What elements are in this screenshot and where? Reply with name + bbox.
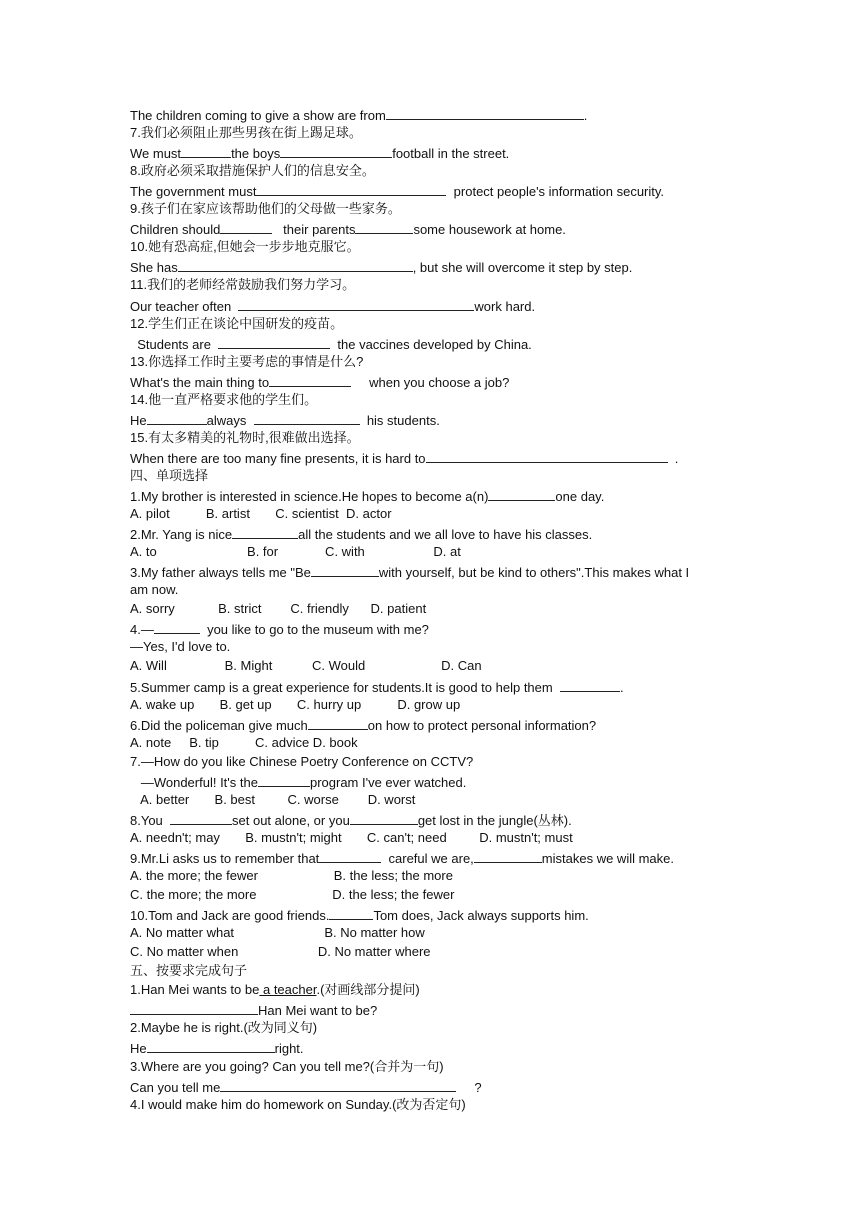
line-text: 2.Mr. Yang is nice [130,527,233,543]
line-text: 1.Han Mei wants to be [130,982,260,998]
line-text: ? [456,1079,482,1095]
line-text: 14.他一直严格要求他的学生们。 [130,391,318,407]
worksheet-line [130,1001,377,1019]
worksheet-line [130,925,425,941]
answer-blank[interactable] [269,373,351,387]
worksheet-line [130,887,454,903]
line-text: 12.学生们正在谈论中国研发的疫苗。 [130,315,344,331]
line-text: 五、按要求完成句子 [130,963,248,979]
line-text: A. No matter what B. No matter how [130,925,425,941]
answer-blank[interactable] [147,411,207,425]
worksheet-line [130,258,632,276]
worksheet-line [130,239,360,255]
line-text: C. the more; the more D. the less; the fewer [130,887,455,903]
answer-blank[interactable] [220,220,272,234]
answer-blank[interactable] [178,258,413,272]
worksheet-line [130,335,532,353]
worksheet-line [130,144,509,162]
answer-blank[interactable] [232,525,298,539]
line-text: 7.—How do you like Chinese Poetry Conference on CCTV? [130,753,474,769]
worksheet-line [130,678,624,696]
line-text: set out alone, or you [232,812,350,828]
line-text: one day. [555,489,605,504]
line-text: Tom does, Jack always supports him. [373,908,589,924]
worksheet-line [130,982,420,998]
line-text: 1.My brother is interested in science.He hopes to become a(n) [130,489,489,504]
line-text: some housework at home. [413,222,566,238]
line-text: the vaccines developed by China. [330,336,532,352]
worksheet-line [130,277,355,293]
line-text: when you choose a job? [351,374,510,390]
worksheet-line [130,106,587,124]
line-text: The children coming to give a show are from [130,108,386,123]
line-text: all the students and we all love to have his classes. [298,527,593,543]
answer-blank[interactable] [308,716,368,730]
worksheet-line [130,963,247,979]
answer-blank[interactable] [170,811,232,825]
worksheet-line [130,735,358,751]
line-text: Students are [130,336,219,352]
line-text: 4.— [130,622,154,638]
line-text: 9.孩子们在家应该帮助他们的父母做一些家务。 [130,201,401,217]
line-text: —Yes, I'd love to. [130,639,231,655]
worksheet-line [130,716,596,734]
answer-blank[interactable] [386,106,584,120]
worksheet-line [130,1039,304,1057]
worksheet-line [130,449,678,467]
worksheet-line [130,620,429,638]
worksheet-line [130,373,509,391]
line-text: Can you tell me [130,1079,221,1095]
line-text: A. Will B. Might C. Would D. Can [130,658,482,674]
line-text: He [130,412,147,428]
answer-blank[interactable] [311,563,379,577]
line-text: program I've ever watched. [309,774,467,790]
worksheet-line [130,582,178,598]
line-text: 15.有太多精美的礼物时,很难做出选择。 [130,429,360,445]
worksheet-line [130,830,573,846]
line-text: A. to B. for C. with D. at [130,544,461,560]
answer-blank[interactable] [488,487,555,501]
underlined-text: a teacher [259,982,317,998]
line-text: . [583,108,588,123]
worksheet-line [130,1020,317,1036]
worksheet-line [130,773,466,791]
line-text: . [619,679,624,695]
line-text: careful we are, [381,850,474,866]
answer-blank[interactable] [350,811,418,825]
line-text: 7.我们必须阻止那些男孩在街上踢足球。 [130,125,362,141]
line-text: work hard. [474,298,536,314]
worksheet-line [130,411,440,429]
line-text: Our teacher often [130,298,239,314]
line-text: The government must [130,184,257,200]
worksheet-line [130,811,572,829]
line-text: 2.Maybe he is right.(改为同义句) [130,1020,318,1036]
answer-blank[interactable] [474,849,542,863]
worksheet-line [130,125,362,141]
answer-blank[interactable] [220,1078,456,1092]
worksheet-line [130,601,426,617]
line-text: —Wonderful! It's the [130,774,258,790]
line-text: football in the street. [392,146,510,162]
line-text: get lost in the jungle(丛林). [417,812,572,828]
worksheet-line [130,430,360,446]
worksheet-line [130,316,343,332]
line-text: , but she will overcome it step by step. [412,260,633,276]
line-text: A. the more; the fewer B. the less; the more [130,868,453,883]
worksheet-line [130,297,535,315]
line-text: . [667,450,679,466]
worksheet-line [130,944,431,960]
answer-blank[interactable] [319,849,381,863]
worksheet-line [130,506,392,522]
line-text: his students. [359,412,440,428]
answer-blank[interactable] [238,297,474,311]
answer-blank[interactable] [256,182,446,196]
line-text: the boys [231,146,281,162]
worksheet-line [130,487,604,505]
answer-blank[interactable] [130,1001,258,1015]
worksheet-line [130,544,461,560]
answer-blank[interactable] [426,449,668,463]
line-text: A. pilot B. artist C. scientist D. actor [130,506,392,522]
worksheet-line [130,639,230,655]
worksheet-line [130,220,566,238]
line-text: 3.Where are you going? Can you tell me?(合并为一句) [130,1058,444,1074]
worksheet-line [130,468,208,484]
line-text: We must [130,146,182,162]
answer-blank[interactable] [147,1039,275,1053]
line-text: What's the main thing to [130,374,270,390]
line-text: with yourself, but be kind to others".This makes what I [378,565,690,581]
line-text: 4.I would make him do homework on Sunday.(改为否定句) [130,1096,466,1112]
line-text: 3.My father always tells me "Be [130,565,311,581]
worksheet-line [130,792,415,808]
line-text: 8.政府必须采取措施保护人们的信息安全。 [130,163,375,179]
line-text: mistakes we will make. [541,850,674,866]
answer-blank[interactable] [258,773,310,787]
line-text: 11.我们的老师经常鼓励我们努力学习。 [130,277,356,293]
worksheet-line [130,906,589,924]
answer-blank[interactable] [154,620,200,634]
line-text: 10.她有恐高症,但她会一步步地克服它。 [130,239,360,255]
line-text: 6.Did the policeman give much [130,717,308,733]
line-text: always [206,412,254,428]
worksheet-line [130,754,473,770]
worksheet-line [130,163,375,179]
worksheet-line [130,201,401,217]
line-text: right. [274,1041,304,1057]
line-text: C. No matter when D. No matter where [130,944,431,960]
line-text: A. wake up B. get up C. hurry up D. grow up [130,696,461,712]
worksheet-line [130,697,460,713]
line-text: am now. [130,582,179,598]
line-text: He [130,1041,147,1057]
answer-blank[interactable] [355,220,413,234]
worksheet-line [130,868,453,884]
worksheet-line [130,849,674,867]
line-text: 13.你选择工作时主要考虑的事情是什么? [130,353,364,369]
line-text: Han Mei want to be? [258,1003,378,1019]
answer-blank[interactable] [181,144,231,158]
line-text: 5.Summer camp is a great experience for students.It is good to help them [130,679,560,695]
line-text: on how to protect personal information? [367,717,597,733]
answer-blank[interactable] [280,144,392,158]
worksheet-line [130,1097,466,1113]
line-text: 9.Mr.Li asks us to remember that [130,850,320,866]
line-text: .(对画线部分提问) [316,982,420,998]
worksheet-line [130,182,664,200]
line-text: When there are too many fine presents, it is hard to [130,450,426,466]
answer-blank[interactable] [560,678,620,692]
worksheet-line [130,392,317,408]
line-text: you like to go to the museum with me? [199,622,429,638]
worksheet-line [130,1059,444,1075]
line-text: protect people's information security. [446,184,665,200]
worksheet-line [130,563,689,581]
line-text: A. better B. best C. worse D. worst [130,791,416,807]
line-text: She has [130,260,178,276]
line-text: their parents [272,222,356,238]
worksheet-line [130,525,592,543]
line-text: 8.You [130,812,171,828]
answer-blank[interactable] [329,906,373,920]
line-text: A. needn't; may B. mustn't; might C. can't; need D. mustn't; must [130,829,573,845]
worksheet-line [130,658,482,674]
worksheet-line [130,1078,482,1096]
answer-blank[interactable] [218,335,330,349]
line-text: 10.Tom and Jack are good friends. [130,908,330,924]
line-text: 四、单项选择 [130,467,209,483]
line-text: A. note B. tip C. advice D. book [130,734,358,750]
answer-blank[interactable] [254,411,360,425]
worksheet-line [130,354,363,370]
line-text: A. sorry B. strict C. friendly D. patient [130,601,427,617]
line-text: Children should [130,222,221,238]
